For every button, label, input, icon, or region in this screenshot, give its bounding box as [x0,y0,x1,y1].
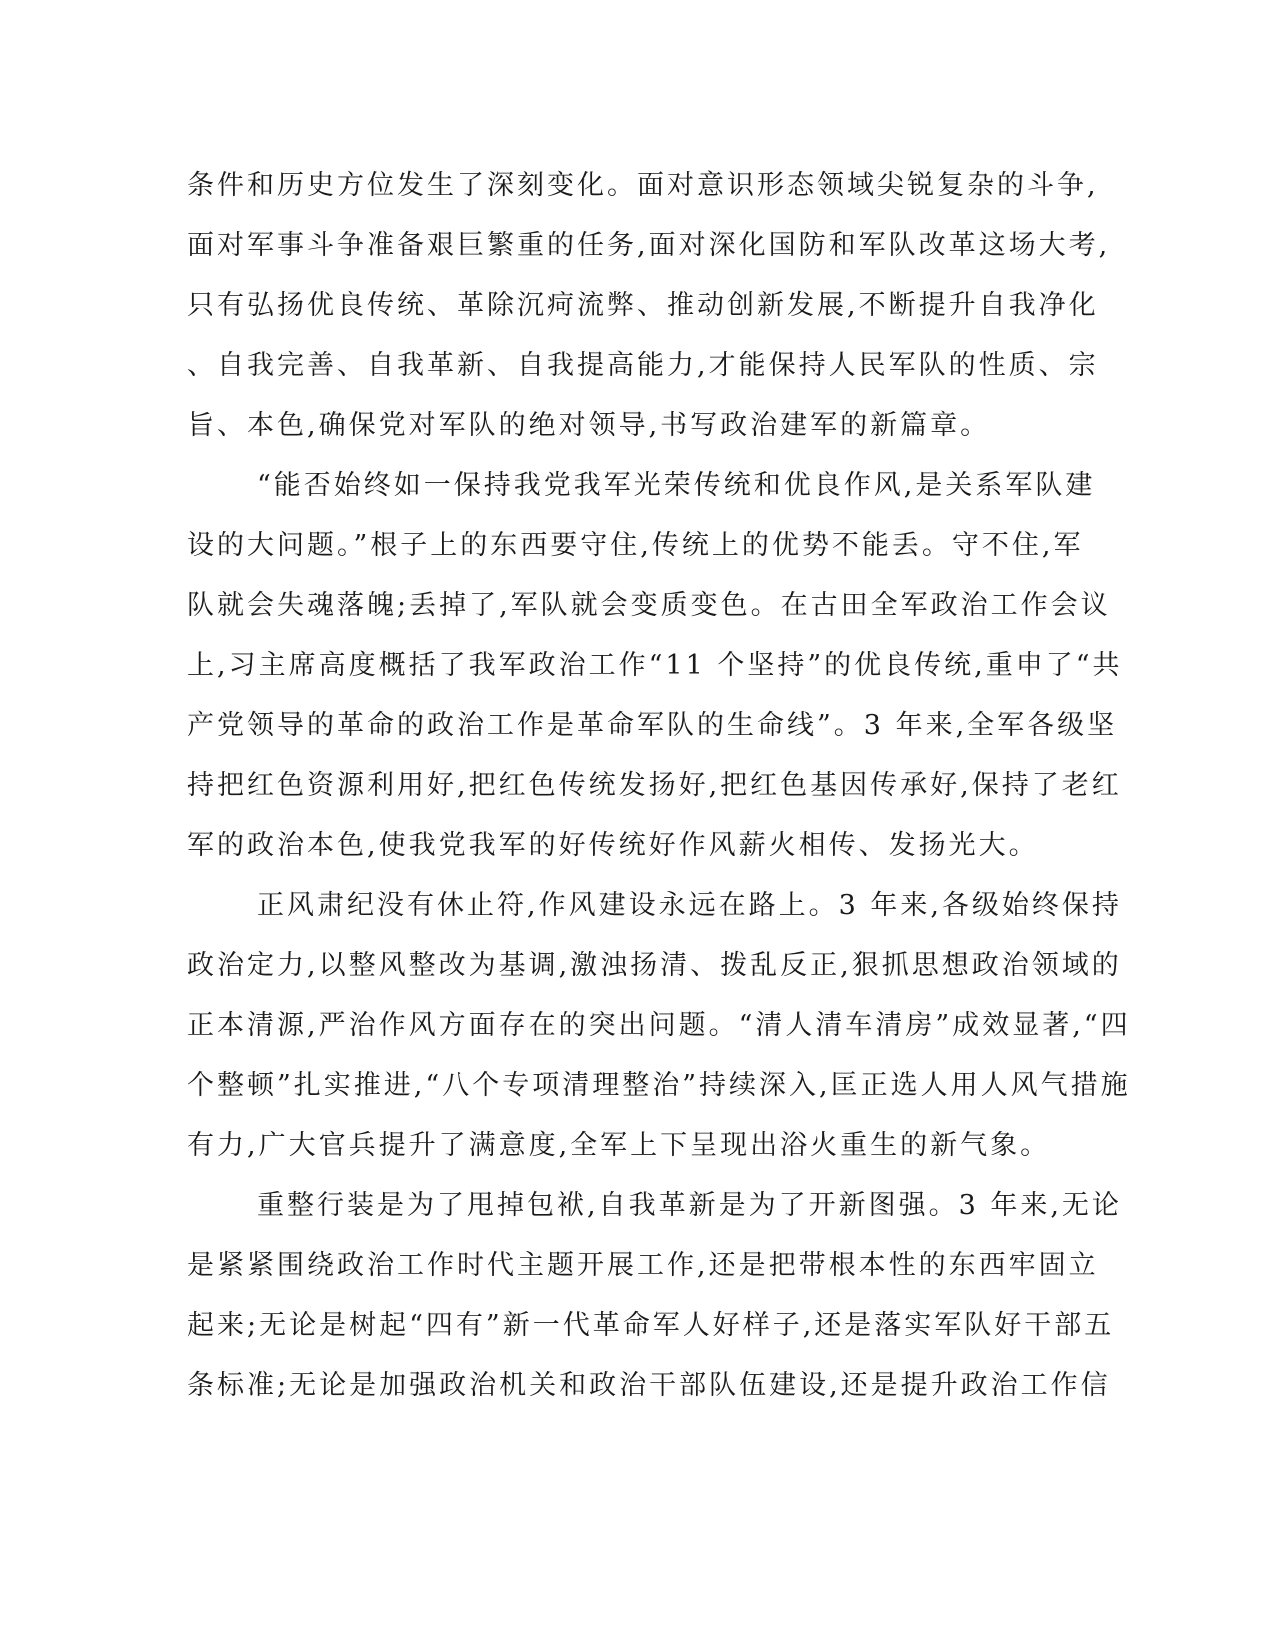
text-line: 起来;无论是树起“四有”新一代革命军人好样子,还是落实军队好干部五 [187,1310,1115,1341]
text-line: 条标准;无论是加强政治机关和政治干部队伍建设,还是提升政治工作信 [187,1370,1111,1401]
text-line: 持把红色资源利用好,把红色传统发扬好,把红色基因传承好,保持了老红 [187,770,1122,801]
text-line: 军的政治本色,使我党我军的好传统好作风薪火相传、发扬光大。 [187,830,1039,861]
text-line: 产党领导的革命的政治工作是革命军队的生命线”。3 年来,全军各级坚 [187,710,1118,741]
text-line: 是紧紧围绕政治工作时代主题开展工作,还是把带根本性的东西牢固立 [187,1250,1099,1281]
text-line: 队就会失魂落魄;丢掉了,军队就会变质变色。在古田全军政治工作会议 [187,590,1111,621]
text-line: 有力,广大官兵提升了满意度,全军上下呈现出浴火重生的新气象。 [187,1130,1051,1161]
text-line: 上,习主席高度概括了我军政治工作“11 个坚持”的优良传统,重申了“共 [187,650,1123,681]
text-line: 只有弘扬优良传统、革除沉疴流弊、推动创新发展,不断提升自我净化 [187,290,1099,321]
text-line: 正本清源,严治作风方面存在的突出问题。“清人清车清房”成效显著,“四 [187,1010,1131,1041]
text-line: 政治定力,以整风整改为基调,激浊扬清、拨乱反正,狠抓思想政治领域的 [187,950,1122,981]
text-line: 条件和历史方位发生了深刻变化。面对意识形态领域尖锐复杂的斗争, [187,170,1099,201]
text-line: 面对军事斗争准备艰巨繁重的任务,面对深化国防和军队改革这场大考, [187,230,1111,261]
text-line: 、自我完善、自我革新、自我提高能力,才能保持人民军队的性质、宗 [187,350,1099,381]
text-line: 旨、本色,确保党对军队的绝对领导,书写政治建军的新篇章。 [187,410,991,441]
paragraph-4 [187,1176,1122,1416]
text-line: 重整行装是为了甩掉包袱,自我革新是为了开新图强。3 年来,无论 [257,1190,1122,1221]
document-body [187,156,1131,1416]
paragraph-2 [187,456,1123,876]
text-line: 设的大问题。”根子上的东西要守住,传统上的优势不能丢。守不住,军 [187,530,1084,561]
text-line: 个整顿”扎实推进,“八个专项清理整治”持续深入,匡正选人用人风气措施 [187,1070,1131,1101]
paragraph-3 [187,876,1131,1176]
text-line: 正风肃纪没有休止符,作风建设永远在路上。3 年来,各级始终保持 [257,890,1122,921]
text-line: “能否始终如一保持我党我军光荣传统和优良作风,是关系军队建 [257,470,1096,501]
paragraph-1 [187,156,1111,456]
